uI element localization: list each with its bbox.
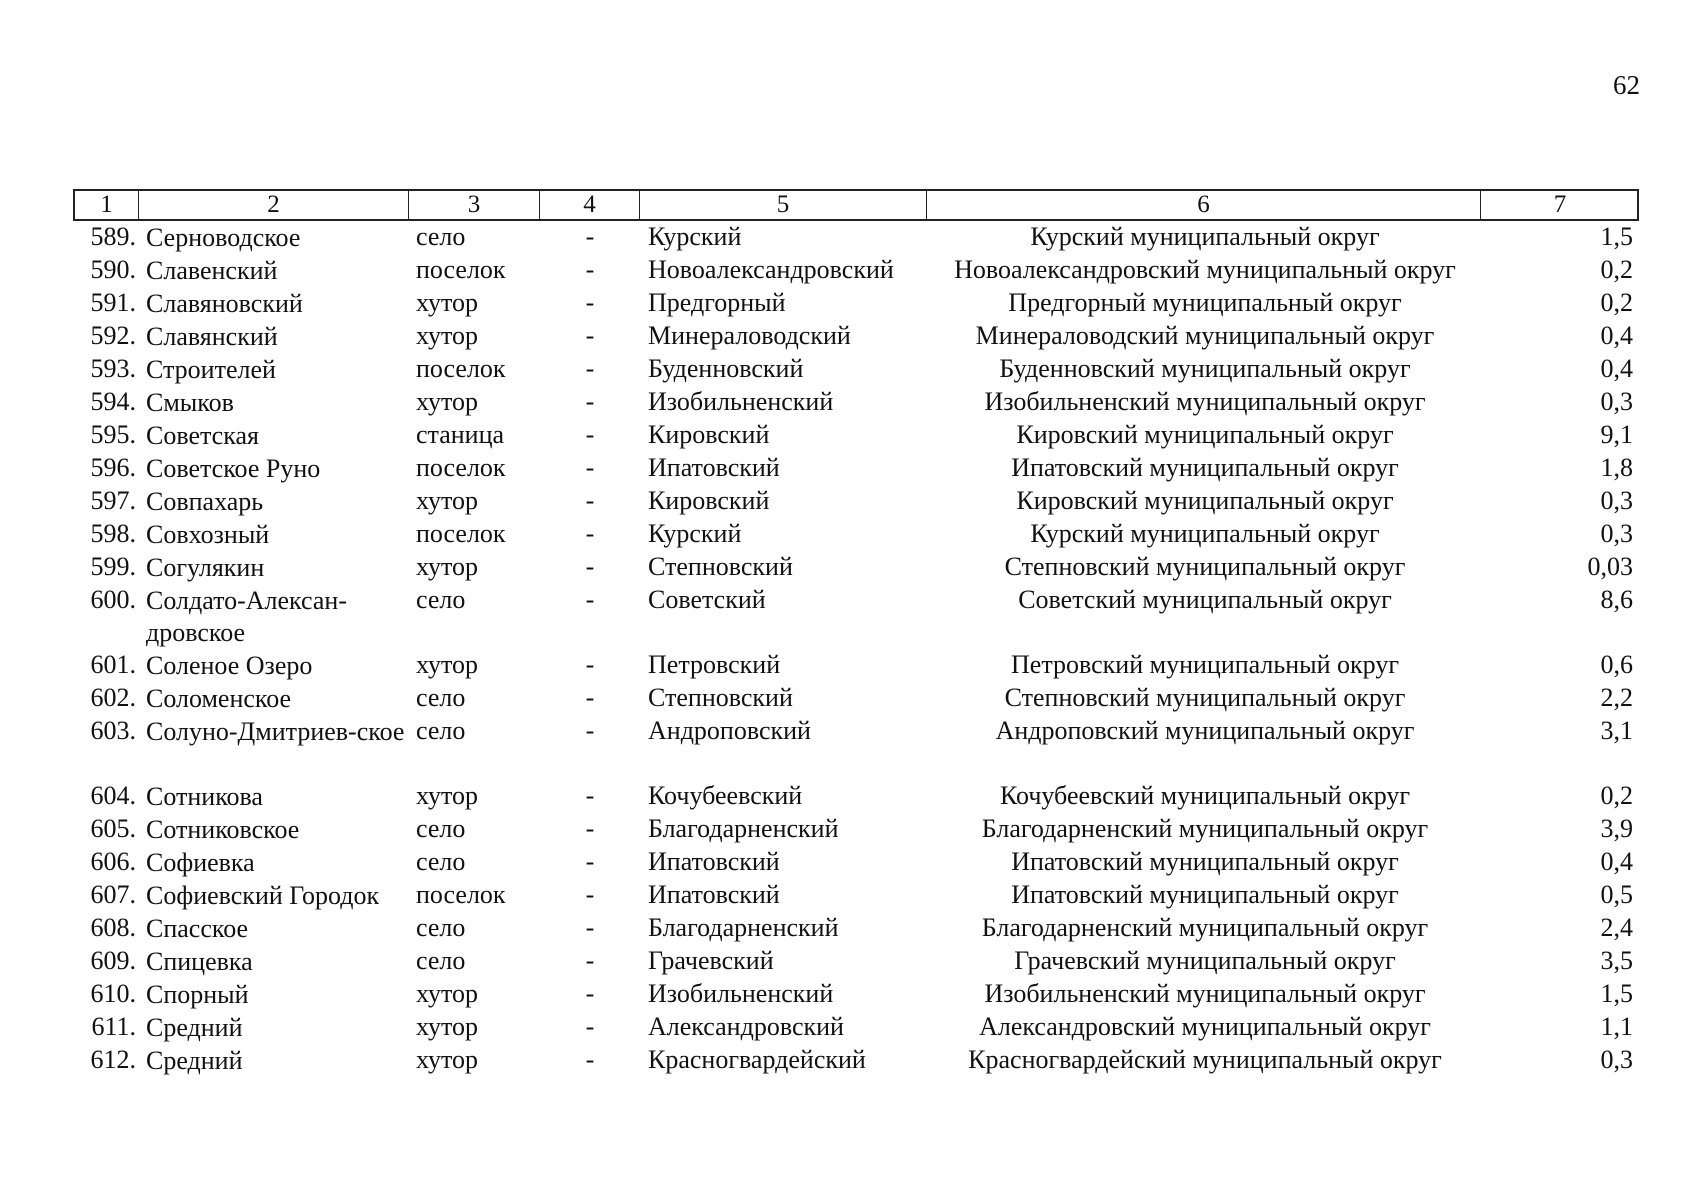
- row-value: 0,2: [1600, 288, 1633, 317]
- col4-value: -: [585, 321, 595, 350]
- table-row: [0, 650, 1697, 683]
- settlement-type: село: [416, 946, 466, 975]
- settlement-name: Советское Руно: [146, 454, 321, 483]
- row-value: 3,9: [1600, 814, 1633, 843]
- row-value: 9,1: [1600, 420, 1633, 449]
- settlement-name: Сотниковское: [146, 815, 300, 844]
- district-name: Изобильненский: [648, 387, 834, 416]
- row-number: 601.: [90, 650, 136, 679]
- row-number: 597.: [90, 486, 136, 515]
- col4-value: -: [585, 585, 595, 614]
- district-name: Минераловодский: [648, 321, 851, 350]
- table-row: [0, 420, 1697, 453]
- col4-value: -: [585, 814, 595, 843]
- col4-value: -: [585, 683, 595, 712]
- table-row: [0, 781, 1697, 814]
- settlement-type: поселок: [416, 880, 506, 909]
- row-number: 595.: [90, 420, 136, 449]
- table-row: [0, 979, 1697, 1012]
- okrug-name: Андроповский муниципальный округ: [995, 716, 1415, 745]
- col4-value: -: [585, 486, 595, 515]
- settlement-type: село: [416, 814, 466, 843]
- row-number: 605.: [90, 814, 136, 843]
- col4-value: -: [585, 913, 595, 942]
- settlement-name: Соленое Озеро: [146, 651, 313, 680]
- row-value: 3,5: [1600, 946, 1633, 975]
- okrug-name: Изобильненский муниципальный округ: [984, 387, 1426, 416]
- table-row: [0, 288, 1697, 321]
- settlement-name: Совпахарь: [146, 487, 264, 516]
- table-row: [0, 453, 1697, 486]
- col4-value: -: [585, 781, 595, 810]
- col4-value: -: [585, 420, 595, 449]
- settlement-type: хутор: [416, 387, 479, 416]
- okrug-name: Курский муниципальный округ: [1030, 519, 1380, 548]
- header-col-2: 2: [139, 191, 409, 219]
- row-number: 609.: [90, 946, 136, 975]
- table-header: [73, 189, 1639, 221]
- settlement-name: Совхозный: [146, 520, 270, 549]
- settlement-type: село: [416, 847, 466, 876]
- district-name: Красногвардейский: [648, 1045, 866, 1074]
- row-value: 0,4: [1600, 354, 1633, 383]
- row-value: 0,3: [1600, 387, 1633, 416]
- table-row: [0, 387, 1697, 420]
- district-name: Ипатовский: [648, 453, 780, 482]
- okrug-name: Курский муниципальный округ: [1030, 222, 1380, 251]
- row-number: 594.: [90, 387, 136, 416]
- district-name: Ипатовский: [648, 847, 780, 876]
- district-name: Курский: [648, 222, 742, 251]
- col4-value: -: [585, 387, 595, 416]
- row-value: 0,4: [1600, 321, 1633, 350]
- header-col-1: 1: [75, 191, 139, 219]
- settlement-name: Серноводское: [146, 223, 301, 252]
- row-number: 602.: [90, 683, 136, 712]
- table-row: [0, 1012, 1697, 1045]
- row-value: 2,2: [1600, 683, 1633, 712]
- table-row: [0, 880, 1697, 913]
- settlement-type: станица: [416, 420, 505, 449]
- settlement-name: Средний: [146, 1013, 243, 1042]
- settlement-type: хутор: [416, 552, 479, 581]
- district-name: Новоалександровский: [648, 255, 894, 284]
- okrug-name: Новоалександровский муниципальный округ: [954, 255, 1456, 284]
- header-col-6: 6: [927, 191, 1481, 219]
- district-name: Степновский: [648, 552, 793, 581]
- settlement-name: Смыков: [146, 388, 234, 417]
- row-number: 589.: [90, 222, 136, 251]
- col4-value: -: [585, 1045, 595, 1074]
- settlement-name: Софиевка: [146, 848, 255, 877]
- table-row: [0, 354, 1697, 387]
- district-name: Изобильненский: [648, 979, 834, 1008]
- table-row: [0, 683, 1697, 716]
- okrug-name: Кочубеевский муниципальный округ: [999, 781, 1411, 810]
- row-value: 0,03: [1587, 552, 1633, 581]
- okrug-name: Минераловодский муниципальный округ: [975, 321, 1435, 350]
- okrug-name: Кировский муниципальный округ: [1016, 420, 1394, 449]
- header-col-7: 7: [1553, 191, 1567, 218]
- okrug-name: Буденновский муниципальный округ: [999, 354, 1411, 383]
- district-name: Советский: [648, 585, 766, 614]
- district-name: Александровский: [648, 1012, 844, 1041]
- table-row: [0, 222, 1697, 255]
- settlement-type: хутор: [416, 1012, 479, 1041]
- row-number: 598.: [90, 519, 136, 548]
- settlement-type: село: [416, 222, 466, 251]
- row-number: 612.: [90, 1045, 136, 1074]
- row-number: 611.: [91, 1012, 136, 1041]
- settlement-type: хутор: [416, 1045, 479, 1074]
- district-name: Кировский: [648, 420, 770, 449]
- table-row: [0, 321, 1697, 354]
- okrug-name: Предгорный муниципальный округ: [1008, 288, 1402, 317]
- settlement-name: Славяновский: [146, 289, 303, 318]
- table-row: [0, 486, 1697, 519]
- settlement-name: Соломенское: [146, 684, 292, 713]
- col4-value: -: [585, 880, 595, 909]
- row-value: 3,1: [1600, 716, 1633, 745]
- row-number: 607.: [90, 880, 136, 909]
- okrug-name: Степновский муниципальный округ: [1004, 552, 1406, 581]
- okrug-name: Изобильненский муниципальный округ: [984, 979, 1426, 1008]
- page-number: 62: [1613, 70, 1640, 100]
- row-number: 596.: [90, 453, 136, 482]
- col4-value: -: [585, 519, 595, 548]
- table-body: [0, 222, 1697, 1078]
- row-value: 1,1: [1600, 1012, 1633, 1041]
- row-value: 1,8: [1600, 453, 1633, 482]
- table-row: [0, 519, 1697, 552]
- row-number: 604.: [90, 781, 136, 810]
- row-value: 1,5: [1600, 222, 1633, 251]
- col4-value: -: [585, 552, 595, 581]
- settlement-name: Строителей: [146, 355, 276, 384]
- okrug-name: Ипатовский муниципальный округ: [1011, 847, 1399, 876]
- settlement-type: поселок: [416, 453, 506, 482]
- col4-value: -: [585, 1012, 595, 1041]
- settlement-name: Согулякин: [146, 553, 265, 582]
- table-row: [0, 585, 1697, 650]
- settlement-name: Спицевка: [146, 947, 253, 976]
- settlement-type: хутор: [416, 979, 479, 1008]
- row-value: 1,5: [1600, 979, 1633, 1008]
- okrug-name: Ипатовский муниципальный округ: [1011, 453, 1399, 482]
- row-value: 0,3: [1600, 519, 1633, 548]
- row-value: 0,2: [1600, 781, 1633, 810]
- col4-value: -: [585, 453, 595, 482]
- row-value: 0,6: [1600, 650, 1633, 679]
- table-row: [0, 552, 1697, 585]
- row-value: 0,3: [1600, 486, 1633, 515]
- col4-value: -: [585, 979, 595, 1008]
- settlement-type: село: [416, 683, 466, 712]
- settlement-name: Солдато-Алексан-дровское: [146, 586, 347, 647]
- col4-value: -: [585, 288, 595, 317]
- settlement-type: село: [416, 716, 466, 745]
- okrug-name: Петровский муниципальный округ: [1011, 650, 1399, 679]
- row-value: 0,2: [1600, 255, 1633, 284]
- header-col-3: 3: [409, 191, 540, 219]
- okrug-name: Благодарненский муниципальный округ: [981, 814, 1429, 843]
- header-col-4: 4: [540, 191, 640, 219]
- row-value: 0,5: [1600, 880, 1633, 909]
- district-name: Благодарненский: [648, 814, 839, 843]
- settlement-type: поселок: [416, 519, 506, 548]
- settlement-type: хутор: [416, 781, 479, 810]
- district-name: Андроповский: [648, 716, 811, 745]
- row-number: 603.: [90, 716, 136, 745]
- district-name: Петровский: [648, 650, 781, 679]
- table-row: [0, 1045, 1697, 1078]
- district-name: Ипатовский: [648, 880, 780, 909]
- col4-value: -: [585, 847, 595, 876]
- row-number: 591.: [90, 288, 136, 317]
- okrug-name: Благодарненский муниципальный округ: [981, 913, 1429, 942]
- col4-value: -: [585, 946, 595, 975]
- okrug-name: Красногвардейский муниципальный округ: [968, 1045, 1442, 1074]
- settlement-type: село: [416, 913, 466, 942]
- col4-value: -: [585, 716, 595, 745]
- district-name: Буденновский: [648, 354, 804, 383]
- settlement-name: Славенский: [146, 256, 278, 285]
- row-number: 593.: [90, 354, 136, 383]
- row-value: 0,4: [1600, 847, 1633, 876]
- okrug-name: Ипатовский муниципальный округ: [1011, 880, 1399, 909]
- settlement-name: Средний: [146, 1046, 243, 1075]
- settlement-type: хутор: [416, 321, 479, 350]
- row-value: 8,6: [1600, 585, 1633, 614]
- row-value: 0,3: [1600, 1045, 1633, 1074]
- settlement-name: Солуно-Дмитриев-ское: [146, 717, 405, 746]
- settlement-type: поселок: [416, 255, 506, 284]
- settlement-name: Спасское: [146, 914, 249, 943]
- settlement-type: хутор: [416, 486, 479, 515]
- row-number: 590.: [90, 255, 136, 284]
- settlement-type: село: [416, 585, 466, 614]
- col4-value: -: [585, 650, 595, 679]
- row-number: 606.: [90, 847, 136, 876]
- district-name: Курский: [648, 519, 742, 548]
- okrug-name: Степновский муниципальный округ: [1004, 683, 1406, 712]
- row-number: 610.: [90, 979, 136, 1008]
- row-number: 592.: [90, 321, 136, 350]
- row-number: 599.: [90, 552, 136, 581]
- table-row: [0, 847, 1697, 880]
- district-name: Грачевский: [648, 946, 774, 975]
- district-name: Кировский: [648, 486, 770, 515]
- settlement-type: хутор: [416, 288, 479, 317]
- district-name: Предгорный: [648, 288, 786, 317]
- col4-value: -: [585, 222, 595, 251]
- settlement-type: хутор: [416, 650, 479, 679]
- row-number: 600.: [90, 585, 136, 614]
- okrug-name: Советский муниципальный округ: [1018, 585, 1392, 614]
- row-value: 2,4: [1600, 913, 1633, 942]
- table-row: [0, 255, 1697, 288]
- header-col-5: 5: [640, 191, 927, 219]
- settlement-name: Софиевский Городок: [146, 881, 380, 910]
- district-name: Благодарненский: [648, 913, 839, 942]
- row-number: 608.: [90, 913, 136, 942]
- settlement-name: Сотникова: [146, 782, 263, 811]
- table-row: [0, 946, 1697, 979]
- district-name: Степновский: [648, 683, 793, 712]
- table-row: [0, 814, 1697, 847]
- district-name: Кочубеевский: [648, 781, 803, 810]
- settlement-name: Славянский: [146, 322, 278, 351]
- col4-value: -: [585, 255, 595, 284]
- table-row: [0, 716, 1697, 781]
- okrug-name: Кировский муниципальный округ: [1016, 486, 1394, 515]
- col4-value: -: [585, 354, 595, 383]
- settlement-name: Советская: [146, 421, 259, 450]
- settlement-type: поселок: [416, 354, 506, 383]
- settlement-name: Спорный: [146, 980, 249, 1009]
- table-row: [0, 913, 1697, 946]
- okrug-name: Александровский муниципальный округ: [979, 1012, 1431, 1041]
- okrug-name: Грачевский муниципальный округ: [1014, 946, 1396, 975]
